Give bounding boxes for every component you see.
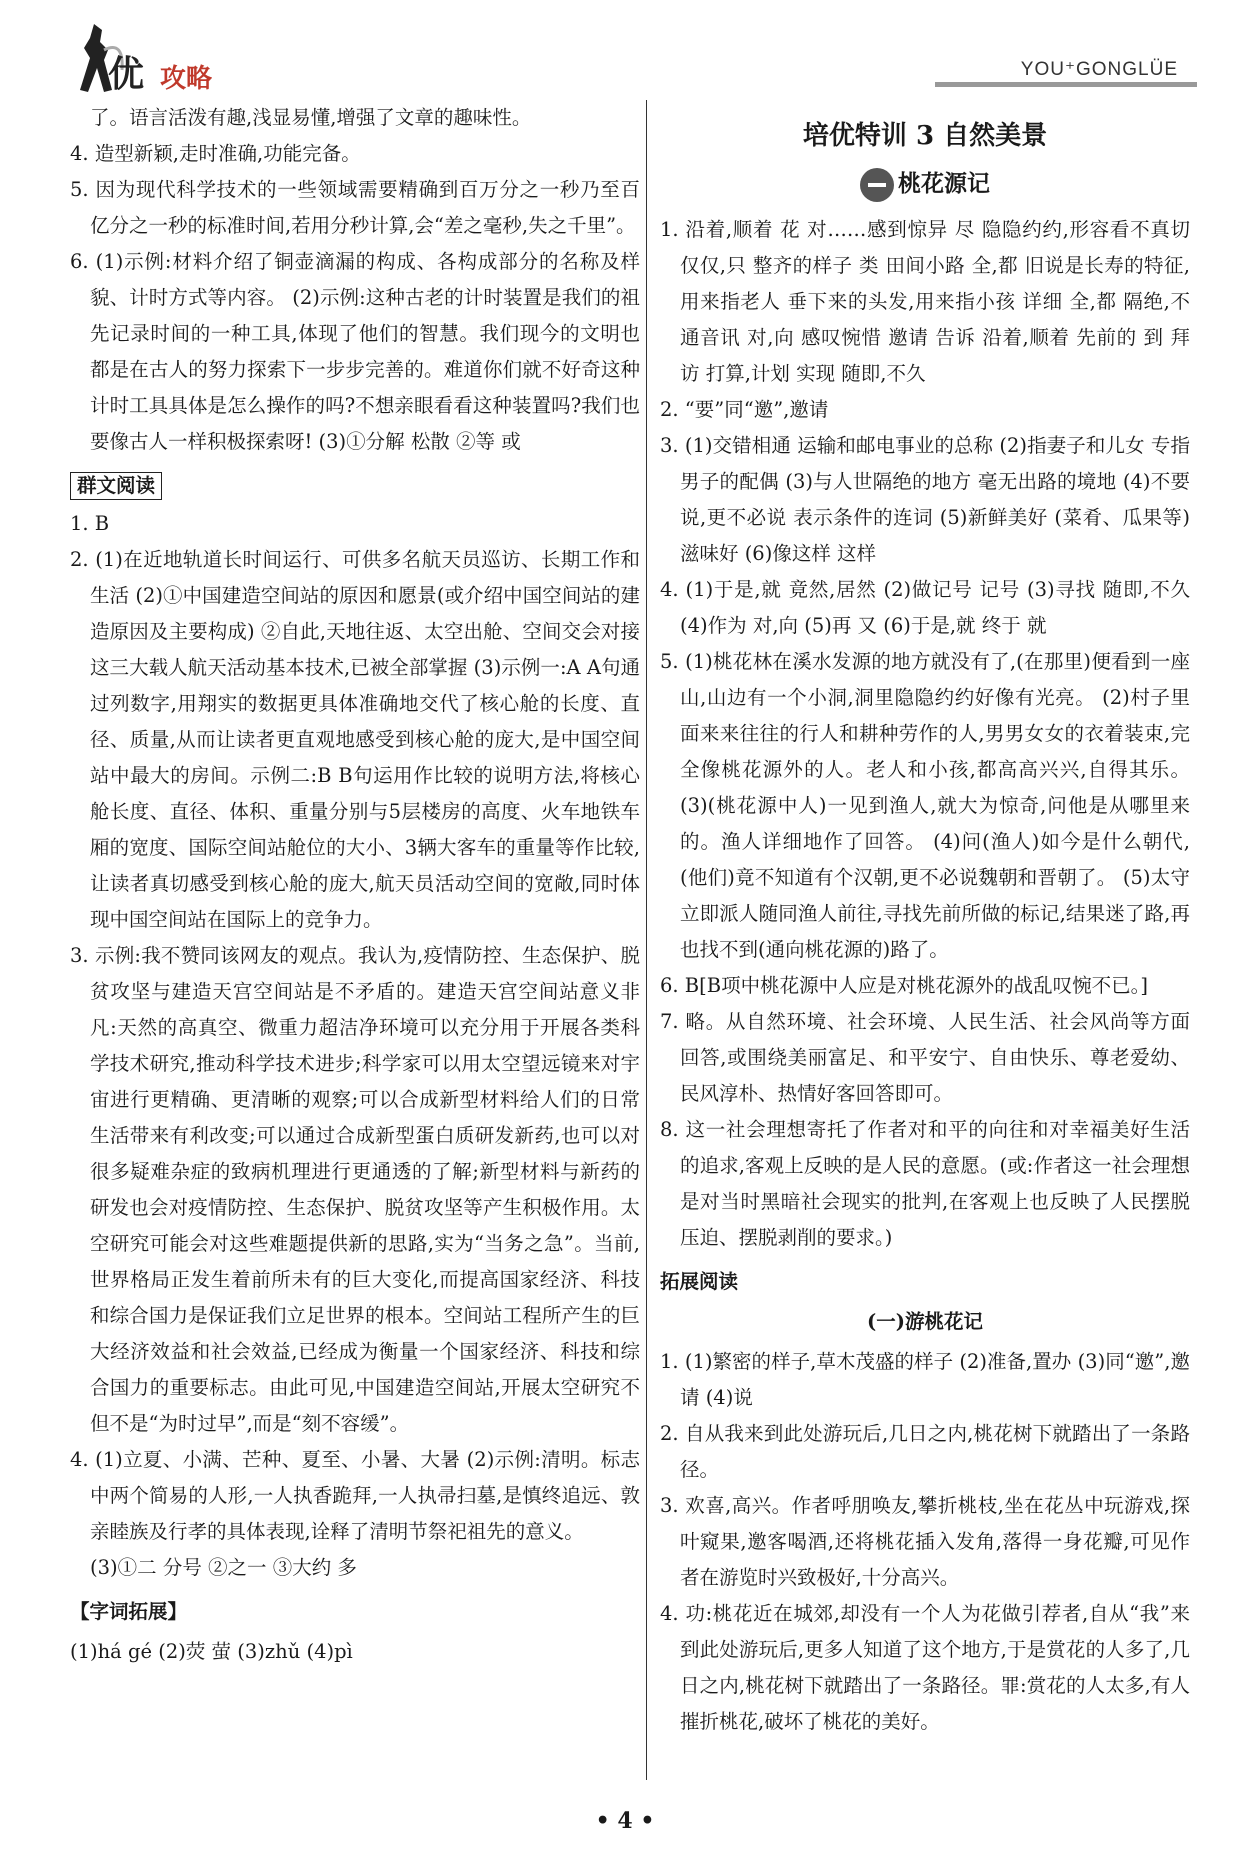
ext-answer-4: 4. 功:桃花近在城郊,却没有一个人为花做引荐者,自从“我”来到此处游玩后,更多人知道了这个地方,于是赏花的人多了,几日之内,桃花树下就踏出了一条路径。罪:赏花的人太多,有人摧折桃花,破坏了桃花的美好。	[660, 1602, 1190, 1733]
lesson-title-text: 桃花源记	[898, 170, 990, 197]
brand-text: YOU⁺GONGLÜE	[1020, 59, 1178, 80]
lesson-answer-7: 7. 略。从自然环境、社会环境、人民生活、社会风尚等方面回答,或围绕美丽富足、和平安宁、自由快乐、尊老爱幼、民风淳朴、热情好客回答即可。	[660, 1010, 1190, 1105]
word-extension-answers: (1)há gé (2)荧 萤 (3)zhǔ (4)pì	[70, 1640, 353, 1663]
section-title: 培优特训 3 自然美景	[802, 121, 1048, 151]
page-number: • 4 •	[595, 1808, 655, 1834]
lesson-answer-6: 6. B[B项中桃花源中人应是对桃花源外的战乱叹惋不已。]	[660, 974, 1148, 997]
lesson-answer-8: 8. 这一社会理想寄托了作者对和平的向往和对幸福美好生活的追求,客观上反映的是人民的意愿。(或:作者这一社会理想是对当时黑暗社会现实的批判,在客观上也反映了人民摆脱压迫、摆脱剥削的要求。)	[660, 1118, 1190, 1249]
lesson-answer-1: 1. 沿着,顺着 花 对……感到惊异 尽 隐隐约约,形容看不真切 仅仅,只 整齐的样子 类 田间小路 全,都 旧说是长寿的特征,用来指老人 垂下来的头发,用来指小孩 详细 全,都 隔绝,不通音讯 对,向 感叹惋惜 邀请 告诉 沿着,顺着 先前的 到 拜访 打算,计划 实现 随即,不久	[660, 218, 1190, 385]
answer-6: 6. (1)示例:材料介绍了铜壶滴漏的构成、各构成部分的名称及样貌、计时方式等内容。 (2)示例:这种古老的计时装置是我们的祖先记录时间的一种工具,体现了他们的智慧。我们现今的文明也都是在古人的努力探索下一步步完善的。难道你们就不好奇这种计时工具具体是怎么操作的吗?不想亲眼看看这种装置吗?我们也要像古人一样积极探索呀! (3)①分解 松散 ②等 或	[70, 250, 640, 453]
word-extension-title: 【字词拓展】	[70, 1600, 188, 1623]
answer-continued: 了。语言活泼有趣,浅显易懂,增强了文章的趣味性。	[90, 106, 532, 129]
ext-answer-1: 1. (1)繁密的样子,草木茂盛的样子 (2)准备,置办 (3)同“邀”,邀请 (4)说	[660, 1350, 1190, 1409]
group-reading-title: 群文阅读	[70, 472, 162, 500]
logo-text-gonglue: 攻略	[160, 64, 213, 94]
lesson-answer-3: 3. (1)交错相通 运输和邮电事业的总称 (2)指妻子和儿女 专指男子的配偶 (3)与人世隔绝的地方 毫无出路的境地 (4)不要说,更不必说 表示条件的连词 (5)新鲜美好 (菜肴、瓜果等)滋味好 (6)像这样 这样	[660, 434, 1190, 565]
extended-reading-title: 拓展阅读	[660, 1270, 739, 1293]
left-column	[70, 100, 640, 1670]
lesson-answer-4: 4. (1)于是,就 竟然,居然 (2)做记号 记号 (3)寻找 随即,不久 (4)作为 对,向 (5)再 又 (6)于是,就 终于 就	[660, 578, 1190, 637]
header-rule	[935, 82, 1197, 87]
group-answer-1: 1. B	[70, 512, 110, 535]
ext-answer-3: 3. 欢喜,高兴。作者呼朋唤友,攀折桃枝,坐在花丛中玩游戏,探叶窥果,邀客喝酒,还将桃花插入发角,落得一身花瓣,可见作者在游览时兴致极好,十分高兴。	[660, 1494, 1190, 1589]
lesson-badge-icon	[860, 168, 894, 202]
answer-5: 5. 因为现代科学技术的一些领域需要精确到百万分之一秒乃至百亿分之一秒的标准时间,若用分秒计算,会“差之毫秒,失之千里”。	[70, 178, 640, 237]
answer-4: 4. 造型新颖,走时准确,功能完备。	[70, 142, 361, 165]
ext-answer-2: 2. 自从我来到此处游玩后,几日之内,桃花树下就踏出了一条路径。	[660, 1422, 1190, 1481]
right-column	[660, 100, 1190, 1740]
group-answer-3: 3. 示例:我不赞同该网友的观点。我认为,疫情防控、生态保护、脱贫攻坚与建造天宫空间站是不矛盾的。建造天宫空间站意义非凡:天然的高真空、微重力超洁净环境可以充分用于开展各类科学技术研究,推动科学技术进步;科学家可以用太空望远镜来对宇宙进行更精确、更清晰的观察;可以合成新型材料给人们的日常生活带来有利改变;可以通过合成新型蛋白质研发新药,也可以对很多疑难杂症的致病机理进行更通透的了解;新型材料与新药的研发也会对疫情防控、生态保护、脱贫攻坚等产生积极作用。太空研究可能会对这些难题提供新的思路,实为“当务之急”。当前,世界格局正发生着前所未有的巨大变化,而提高国家经济、科技和综合国力是保证我们立足世界的根本。空间站工程所产生的巨大经济效益和社会效益,已经成为衡量一个国家经济、科技和综合国力的重要标志。由此可见,中国建造空间站,开展太空研究不但不是“为时过早”,而是“刻不容缓”。	[70, 944, 640, 1435]
group-answer-2: 2. (1)在近地轨道长时间运行、可供多名航天员巡访、长期工作和生活 (2)①中国建造空间站的原因和愿景(或介绍中国空间站的建造原因及主要构成) ②自此,天地往返、太空出舱、空间交会对接这三大载人航天活动基本技术,已被全部掌握 (3)示例一:A A句通过列数字,用翔实的数据更具体准确地交代了核心舱的长度、直径、质量,从而让读者更直观地感受到核心舱的庞大,是中国空间站中最大的房间。示例二:B B句运用作比较的说明方法,将核心舱长度、直径、体积、重量分别与5层楼房的高度、火车地铁车厢的宽度、国际空间站舱位的大小、3辆大客车的重量等作比较,让读者真切感受到核心舱的庞大,航天员活动空间的宽敞,同时体现中国空间站在国际上的竞争力。	[70, 548, 640, 931]
lesson-answer-5: 5. (1)桃花林在溪水发源的地方就没有了,(在那里)便看到一座山,山边有一个小洞,洞里隐隐约约好像有光亮。 (2)村子里面来来往往的行人和耕种劳作的人,男男女女的衣着装束,完全像桃花源外的人。老人和小孩,都高高兴兴,自得其乐。 (3)(桃花源中人)一见到渔人,就大为惊奇,问他是从哪里来的。渔人详细地作了回答。 (4)问(渔人)如今是什么朝代,(他们)竟不知道有个汉朝,更不必说魏朝和晋朝了。 (5)太守立即派人随同渔人前往,寻找先前所做的标记,结果迷了路,再也找不到(通向桃花源的)路了。	[660, 650, 1190, 961]
logo-text-you: 优	[108, 53, 145, 95]
lesson-answer-2: 2. “要”同“邀”,邀请	[660, 398, 829, 421]
group-answer-4-part3: (3)①二 分号 ②之一 ③大约 多	[90, 1556, 357, 1579]
column-divider	[646, 100, 647, 1780]
page-header	[0, 0, 1250, 100]
group-answer-4: 4. (1)立夏、小满、芒种、夏至、小暑、大暑 (2)示例:清明。标志中两个简易的人形,一人执香跪拜,一人执帚扫墓,是慎终追远、敦亲睦族及行孝的具体表现,诠释了清明节祭祀祖先的意义。	[70, 1448, 640, 1543]
lesson-title	[660, 166, 1190, 202]
extended-reading-subtitle: (一)游桃花记	[867, 1310, 983, 1333]
